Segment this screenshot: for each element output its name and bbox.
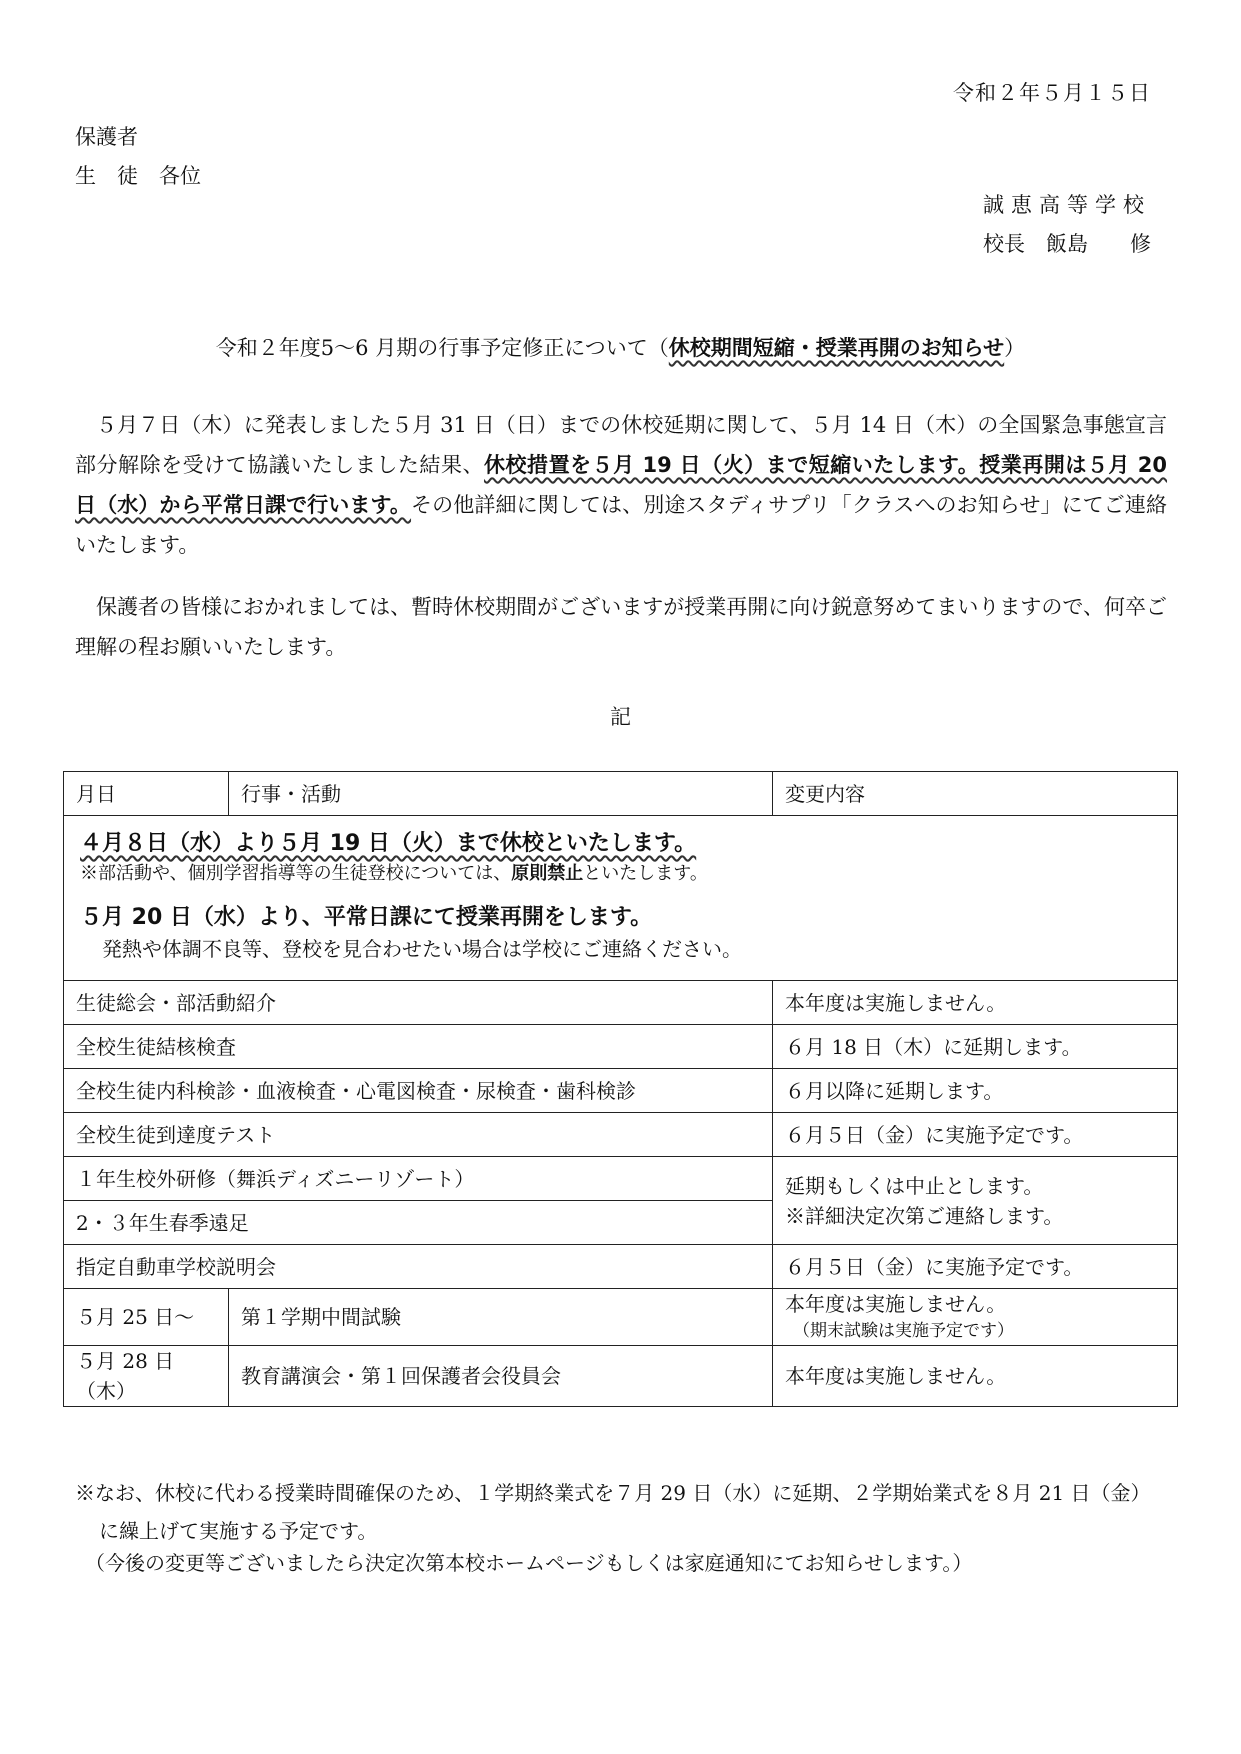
principal-name: 校長 飯島 修 [983, 231, 1151, 256]
sender-block [983, 186, 1151, 264]
table-row [64, 1289, 1178, 1346]
row-event: 指定自動車学校説明会 [64, 1245, 773, 1289]
body-paragraph-1 [75, 405, 1167, 565]
row-event: 全校生徒到達度テスト [64, 1113, 773, 1157]
subnote-text-b: といたします。 [583, 863, 708, 884]
table-row [64, 1025, 1178, 1069]
row-event: 2・３年生春季遠足 [64, 1201, 773, 1245]
recipient-parents: 保護者 [75, 125, 138, 149]
table-row [64, 1245, 1178, 1289]
row-event: 全校生徒結核検査 [64, 1025, 773, 1069]
row-change: ６月５日（金）に実施予定です。 [773, 1245, 1178, 1289]
document-title [0, 333, 1241, 365]
reopen-subnote: 発熱や体調不良等、登校を見合わせたい場合は学校にご連絡ください。 [102, 937, 742, 961]
header-event: 行事・活動 [229, 772, 773, 816]
subnote-text-a: ※部活動や、個別学習指導等の生徒登校については、 [80, 863, 512, 884]
table-header-row [64, 772, 1178, 816]
row-date: ５月 28 日（木） [64, 1345, 229, 1406]
schedule-table [63, 771, 1178, 1407]
closure-notice: ４月８日（水）より５月 19 日（火）まで休校といたします。 [80, 831, 697, 856]
header-change: 変更内容 [773, 772, 1178, 816]
header-date: 月日 [64, 772, 229, 816]
table-row [64, 981, 1178, 1025]
ki-heading: 記 [610, 705, 631, 729]
reopen-notice: ５月 20 日（水）より、平常日課にて授業再開をします。 [80, 905, 653, 930]
body-paragraph-2: 保護者の皆様におかれましては、暫時休校期間がございますが授業再開に向け鋭意努めてまいりますので、何卒ご理解の程お願いいたします。 [75, 595, 1167, 659]
title-prefix: 令和２年度5〜6 月期の行事予定修正について（ [215, 336, 669, 360]
notice-row [64, 816, 1178, 981]
row-event: 生徒総会・部活動紹介 [64, 981, 773, 1025]
para1-text-a: ５月７日（木）に発表しました５月 31 日（日）までの休校延期に関して、５月 14 日（木）の全国緊急事態宣言部分解除を受けて協議いたしました結果、 [75, 413, 1167, 477]
title-emphasis: 休校期間短縮・授業再開のお知らせ [668, 336, 1005, 360]
table-row [64, 1157, 1178, 1201]
table-row [64, 1345, 1178, 1406]
table-row [64, 1113, 1178, 1157]
row-date: ５月 25 日〜 [64, 1289, 229, 1346]
row-event: 第１学期中間試験 [229, 1289, 773, 1346]
change-text: 本年度は実施しません。 [785, 1292, 1007, 1316]
row-change: 本年度は実施しません。 [773, 981, 1178, 1025]
change-note: （期末試験は実施予定です） [793, 1321, 1014, 1341]
row-change [773, 1289, 1178, 1346]
subnote-bold: 原則禁止 [511, 863, 584, 884]
footnote-line-1: ※なお、休校に代わる授業時間確保のため、１学期終業式を７月 29 日（水）に延期、２学期始業式を８月 21 日（金） [75, 1481, 1151, 1505]
closure-subnote [80, 860, 1161, 888]
row-change-merged [773, 1157, 1178, 1245]
notice-cell [64, 816, 1178, 981]
para1-emphasis: 休校措置を５月 19 日（火）まで短縮いたします。授業再開は５月 20 日（水）から平常日課で行います。 [75, 453, 1168, 517]
row-change: ６月 18 日（木）に延期します。 [773, 1025, 1178, 1069]
school-name: 誠恵高等学校 [983, 193, 1151, 217]
recipients [75, 118, 201, 196]
row-event: １年生校外研修（舞浜ディズニーリゾート） [64, 1157, 773, 1201]
footnote-schedule [75, 1474, 1175, 1550]
row-event: 教育講演会・第１回保護者会役員会 [229, 1345, 773, 1406]
recipient-students: 生 徒 各位 [75, 163, 201, 188]
table-row [64, 1069, 1178, 1113]
change-line-2: ※詳細決定次第ご連絡します。 [785, 1203, 1064, 1228]
row-change: 本年度は実施しません。 [773, 1345, 1178, 1406]
footnote-updates: （今後の変更等ございましたら決定次第本校ホームページもしくは家庭通知にてお知らせします。） [85, 1551, 973, 1575]
footnote-line-2: に繰上げて実施する予定です。 [99, 1519, 378, 1543]
document-date: 令和２年５月１５日 [953, 81, 1151, 105]
title-suffix: ） [1004, 336, 1026, 360]
para1-text-b: その他詳細に関しては、別途スタディサプリ「クラスへのお知らせ」にてご連絡いたします。 [75, 493, 1167, 557]
change-line-1: 延期もしくは中止とします。 [785, 1173, 1044, 1198]
row-event: 全校生徒内科検診・血液検査・心電図検査・尿検査・歯科検診 [64, 1069, 773, 1113]
row-change: ６月５日（金）に実施予定です。 [773, 1113, 1178, 1157]
row-change: ６月以降に延期します。 [773, 1069, 1178, 1113]
